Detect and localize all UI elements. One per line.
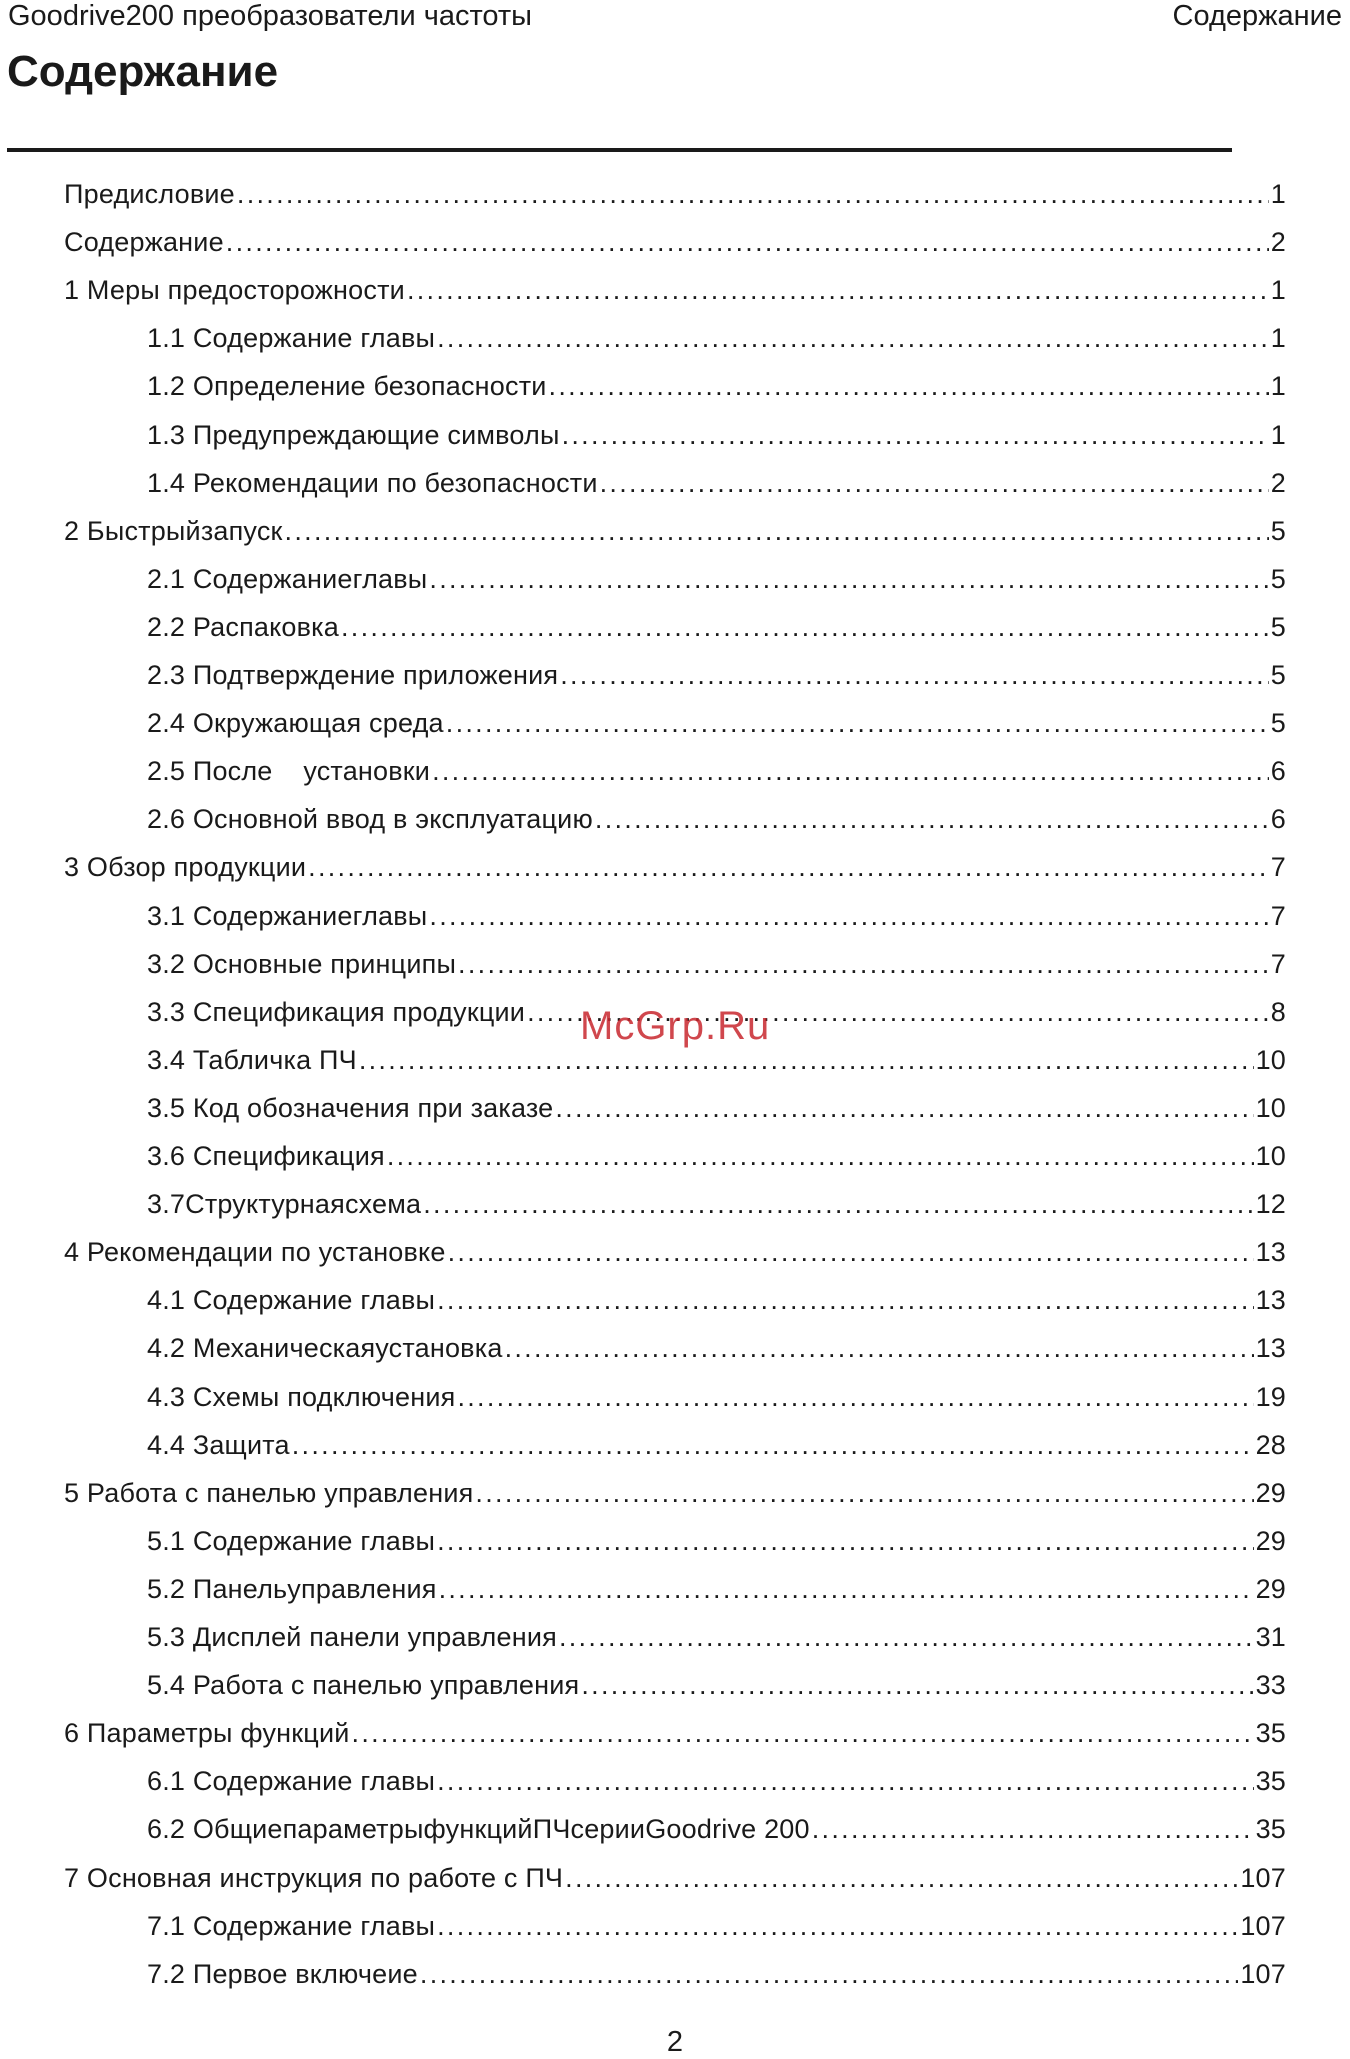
- toc-entry[interactable]: [64, 1230, 1286, 1274]
- toc-dot-leader: [812, 1807, 1254, 1851]
- toc-dot-leader: [565, 1856, 1238, 1900]
- toc-entry-label: 7 Основная инструкция по работе с ПЧ: [64, 1863, 564, 1893]
- toc-entry[interactable]: [64, 1856, 1286, 1900]
- toc-dot-leader: [407, 268, 1269, 312]
- toc-entry-label: 2.1 Содержаниеглавы: [147, 564, 428, 594]
- toc-entry-page: 1: [1270, 323, 1286, 353]
- toc-entry[interactable]: [64, 845, 1286, 889]
- toc-entry-page: 13: [1255, 1333, 1286, 1363]
- toc-entry-page: 29: [1255, 1574, 1286, 1604]
- toc-dot-leader: [387, 1134, 1254, 1178]
- toc-entry-label: 5.2 Панельуправления: [147, 1574, 437, 1604]
- toc-entry-page: 35: [1255, 1766, 1286, 1796]
- toc-entry[interactable]: [64, 509, 1286, 553]
- toc-dot-leader: [437, 1519, 1253, 1563]
- toc-entry-page: 19: [1255, 1382, 1286, 1412]
- toc-entry-page: 1: [1270, 179, 1286, 209]
- toc-entry-label: 5.1 Содержание главы: [147, 1526, 436, 1556]
- toc-dot-leader: [560, 653, 1269, 697]
- toc-entry[interactable]: [64, 1711, 1286, 1755]
- toc-entry-page: 5: [1270, 660, 1286, 690]
- toc-entry[interactable]: [147, 605, 1286, 649]
- toc-entry-label: 3.7Структурнаясхема: [147, 1189, 422, 1219]
- toc-dot-leader: [359, 1038, 1254, 1082]
- toc-entry-label: 5.3 Дисплей панели управления: [147, 1622, 557, 1652]
- toc-entry-page: 7: [1270, 949, 1286, 979]
- toc-dot-leader: [458, 942, 1269, 986]
- toc-dot-leader: [308, 845, 1269, 889]
- toc-entry[interactable]: [147, 797, 1286, 841]
- toc-dot-leader: [549, 364, 1269, 408]
- page-title: Содержание: [7, 47, 279, 96]
- toc-dot-leader: [448, 1230, 1254, 1274]
- running-header: [8, 0, 1342, 32]
- toc-dot-leader: [437, 316, 1269, 360]
- toc-dot-leader: [439, 1567, 1254, 1611]
- toc-entry-label: 2.4 Окружающая среда: [147, 708, 444, 738]
- toc-entry[interactable]: [147, 1134, 1286, 1178]
- toc-entry-page: 10: [1255, 1045, 1286, 1075]
- toc-entry[interactable]: [147, 1278, 1286, 1322]
- toc-entry-label: 1 Меры предосторожности: [64, 275, 405, 305]
- toc-entry-page: 33: [1255, 1670, 1286, 1700]
- toc-entry-label: 3.2 Основные принципы: [147, 949, 457, 979]
- title-divider: [7, 148, 1232, 152]
- toc-dot-leader: [595, 797, 1269, 841]
- toc-entry-page: 29: [1255, 1478, 1286, 1508]
- toc-entry[interactable]: [147, 1375, 1286, 1419]
- toc-entry[interactable]: [147, 1567, 1286, 1611]
- toc-dot-leader: [226, 220, 1269, 264]
- toc-entry-page: 12: [1255, 1189, 1286, 1219]
- toc-entry-label: 2.3 Подтверждение приложения: [147, 660, 559, 690]
- toc-entry-page: 31: [1255, 1622, 1286, 1652]
- toc-dot-leader: [420, 1952, 1238, 1996]
- toc-dot-leader: [562, 413, 1269, 457]
- toc-entry[interactable]: [147, 1807, 1286, 1851]
- toc-entry-page: 7: [1270, 901, 1286, 931]
- toc-entry[interactable]: [147, 413, 1286, 457]
- toc-dot-leader: [429, 894, 1268, 938]
- toc-entry[interactable]: [147, 1326, 1286, 1370]
- toc-entry[interactable]: [147, 1904, 1286, 1948]
- toc-entry[interactable]: [147, 942, 1286, 986]
- toc-entry[interactable]: [147, 1663, 1286, 1707]
- toc-dot-leader: [352, 1711, 1254, 1755]
- page-number: 2: [666, 2026, 684, 2058]
- toc-dot-leader: [432, 749, 1269, 793]
- toc-dot-leader: [555, 1086, 1253, 1130]
- toc-entry[interactable]: [147, 1759, 1286, 1803]
- toc-entry-label: 4.3 Схемы подключения: [147, 1382, 456, 1412]
- watermark: McGrp.Ru: [580, 1004, 771, 1048]
- toc-dot-leader: [341, 605, 1269, 649]
- toc-entry-label: 3.1 Содержаниеглавы: [147, 901, 428, 931]
- toc-entry-page: 10: [1255, 1141, 1286, 1171]
- toc-entry-page: 2: [1270, 468, 1286, 498]
- toc-entry[interactable]: [147, 316, 1286, 360]
- toc-dot-leader: [600, 461, 1269, 505]
- toc-dot-leader: [457, 1375, 1253, 1419]
- toc-dot-leader: [475, 1471, 1253, 1515]
- toc-entry[interactable]: [64, 1471, 1286, 1515]
- toc-dot-leader: [446, 701, 1269, 745]
- toc-entry[interactable]: [147, 1519, 1286, 1563]
- toc-entry-label: 7.1 Содержание главы: [147, 1911, 436, 1941]
- toc-entry[interactable]: [147, 1952, 1286, 1996]
- toc-dot-leader: [581, 1663, 1253, 1707]
- toc-entry-label: 3.6 Спецификация: [147, 1141, 385, 1171]
- toc-entry[interactable]: [64, 172, 1286, 216]
- toc-entry-label: 1.3 Предупреждающие символы: [147, 420, 560, 450]
- toc-entry-page: 7: [1270, 852, 1286, 882]
- toc-entry-label: 3.5 Код обозначения при заказе: [147, 1093, 554, 1123]
- toc-entry-label: 3 Обзор продукции: [64, 852, 307, 882]
- toc-entry-page: 5: [1270, 516, 1286, 546]
- toc-entry-page: 1: [1270, 420, 1286, 450]
- toc-entry-label: 2.2 Распаковка: [147, 612, 339, 642]
- toc-entry-label: 1.4 Рекомендации по безопасности: [147, 468, 598, 498]
- toc-entry-label: 4.1 Содержание главы: [147, 1285, 436, 1315]
- toc-entry-page: 29: [1255, 1526, 1286, 1556]
- toc-entry-label: 2 Быстрыйзапуск: [64, 516, 283, 546]
- toc-entry-page: 1: [1270, 371, 1286, 401]
- toc-entry-label: 6.2 ОбщиепараметрыфункцийПЧсерииGoodrive 200: [147, 1814, 810, 1844]
- toc-entry-label: 7.2 Первое включеие: [147, 1959, 418, 1989]
- toc-entry-label: 6 Параметры функций: [64, 1718, 350, 1748]
- toc-entry-page: 107: [1240, 1863, 1286, 1893]
- toc-entry-label: 3.3 Спецификация продукции: [147, 997, 526, 1027]
- toc-entry-page: 107: [1240, 1959, 1286, 1989]
- toc-dot-leader: [437, 1759, 1253, 1803]
- toc-entry-page: 13: [1255, 1237, 1286, 1267]
- running-header-right: Содержание: [1172, 0, 1342, 32]
- toc-entry[interactable]: [147, 653, 1286, 697]
- toc-entry[interactable]: [147, 1182, 1286, 1226]
- toc-entry-page: 5: [1270, 708, 1286, 738]
- toc-entry[interactable]: [147, 701, 1286, 745]
- toc-dot-leader: [505, 1326, 1254, 1370]
- toc-dot-leader: [237, 172, 1269, 216]
- toc-entry-page: 2: [1270, 227, 1286, 257]
- toc-entry[interactable]: [147, 557, 1286, 601]
- toc-entry[interactable]: [147, 1086, 1286, 1130]
- toc-entry[interactable]: [147, 749, 1286, 793]
- running-header-left: Goodrive200 преобразователи частоты: [8, 0, 533, 32]
- toc-entry[interactable]: [64, 268, 1286, 312]
- toc-entry-label: 1.2 Определение безопасности: [147, 371, 547, 401]
- toc-entry[interactable]: [147, 1423, 1286, 1467]
- toc-dot-leader: [437, 1278, 1253, 1322]
- toc-dot-leader: [292, 1423, 1254, 1467]
- toc-entry-page: 6: [1270, 756, 1286, 786]
- toc-entry-page: 5: [1270, 564, 1286, 594]
- toc-entry-page: 28: [1255, 1430, 1286, 1460]
- toc-entry[interactable]: [147, 364, 1286, 408]
- toc-entry-page: 10: [1255, 1093, 1286, 1123]
- toc-entry-label: Предисловие: [64, 179, 235, 209]
- toc-entry[interactable]: [147, 1615, 1286, 1659]
- toc-entry-label: 2.5 После установки: [147, 756, 431, 786]
- toc-dot-leader: [437, 1904, 1238, 1948]
- toc-entry-label: 3.4 Табличка ПЧ: [147, 1045, 357, 1075]
- toc-entry-page: 35: [1255, 1718, 1286, 1748]
- toc-entry-label: 6.1 Содержание главы: [147, 1766, 436, 1796]
- toc-entry-page: 35: [1255, 1814, 1286, 1844]
- toc-entry-page: 6: [1270, 804, 1286, 834]
- toc-entry-label: 4.2 Механическаяустановка: [147, 1333, 503, 1363]
- toc-entry-page: 107: [1240, 1911, 1286, 1941]
- toc-entry-label: 5.4 Работа с панелью управления: [147, 1670, 580, 1700]
- toc-entry-page: 8: [1270, 997, 1286, 1027]
- toc-dot-leader: [423, 1182, 1253, 1226]
- toc-dot-leader: [429, 557, 1268, 601]
- toc-entry-label: 4.4 Защита: [147, 1430, 290, 1460]
- toc-entry-page: 5: [1270, 612, 1286, 642]
- toc-entry-page: 1: [1270, 275, 1286, 305]
- toc-dot-leader: [559, 1615, 1254, 1659]
- toc-entry-label: 2.6 Основной ввод в эксплуатацию: [147, 804, 593, 834]
- toc-entry-label: 1.1 Содержание главы: [147, 323, 436, 353]
- toc-entry[interactable]: [147, 461, 1286, 505]
- toc-entry[interactable]: [64, 220, 1286, 264]
- toc-entry-label: 4 Рекомендации по установке: [64, 1237, 446, 1267]
- toc-dot-leader: [285, 509, 1269, 553]
- toc-entry-page: 13: [1255, 1285, 1286, 1315]
- toc-entry-label: 5 Работа с панелью управления: [64, 1478, 474, 1508]
- toc-entry[interactable]: [147, 894, 1286, 938]
- toc-entry-label: Содержание: [64, 227, 224, 257]
